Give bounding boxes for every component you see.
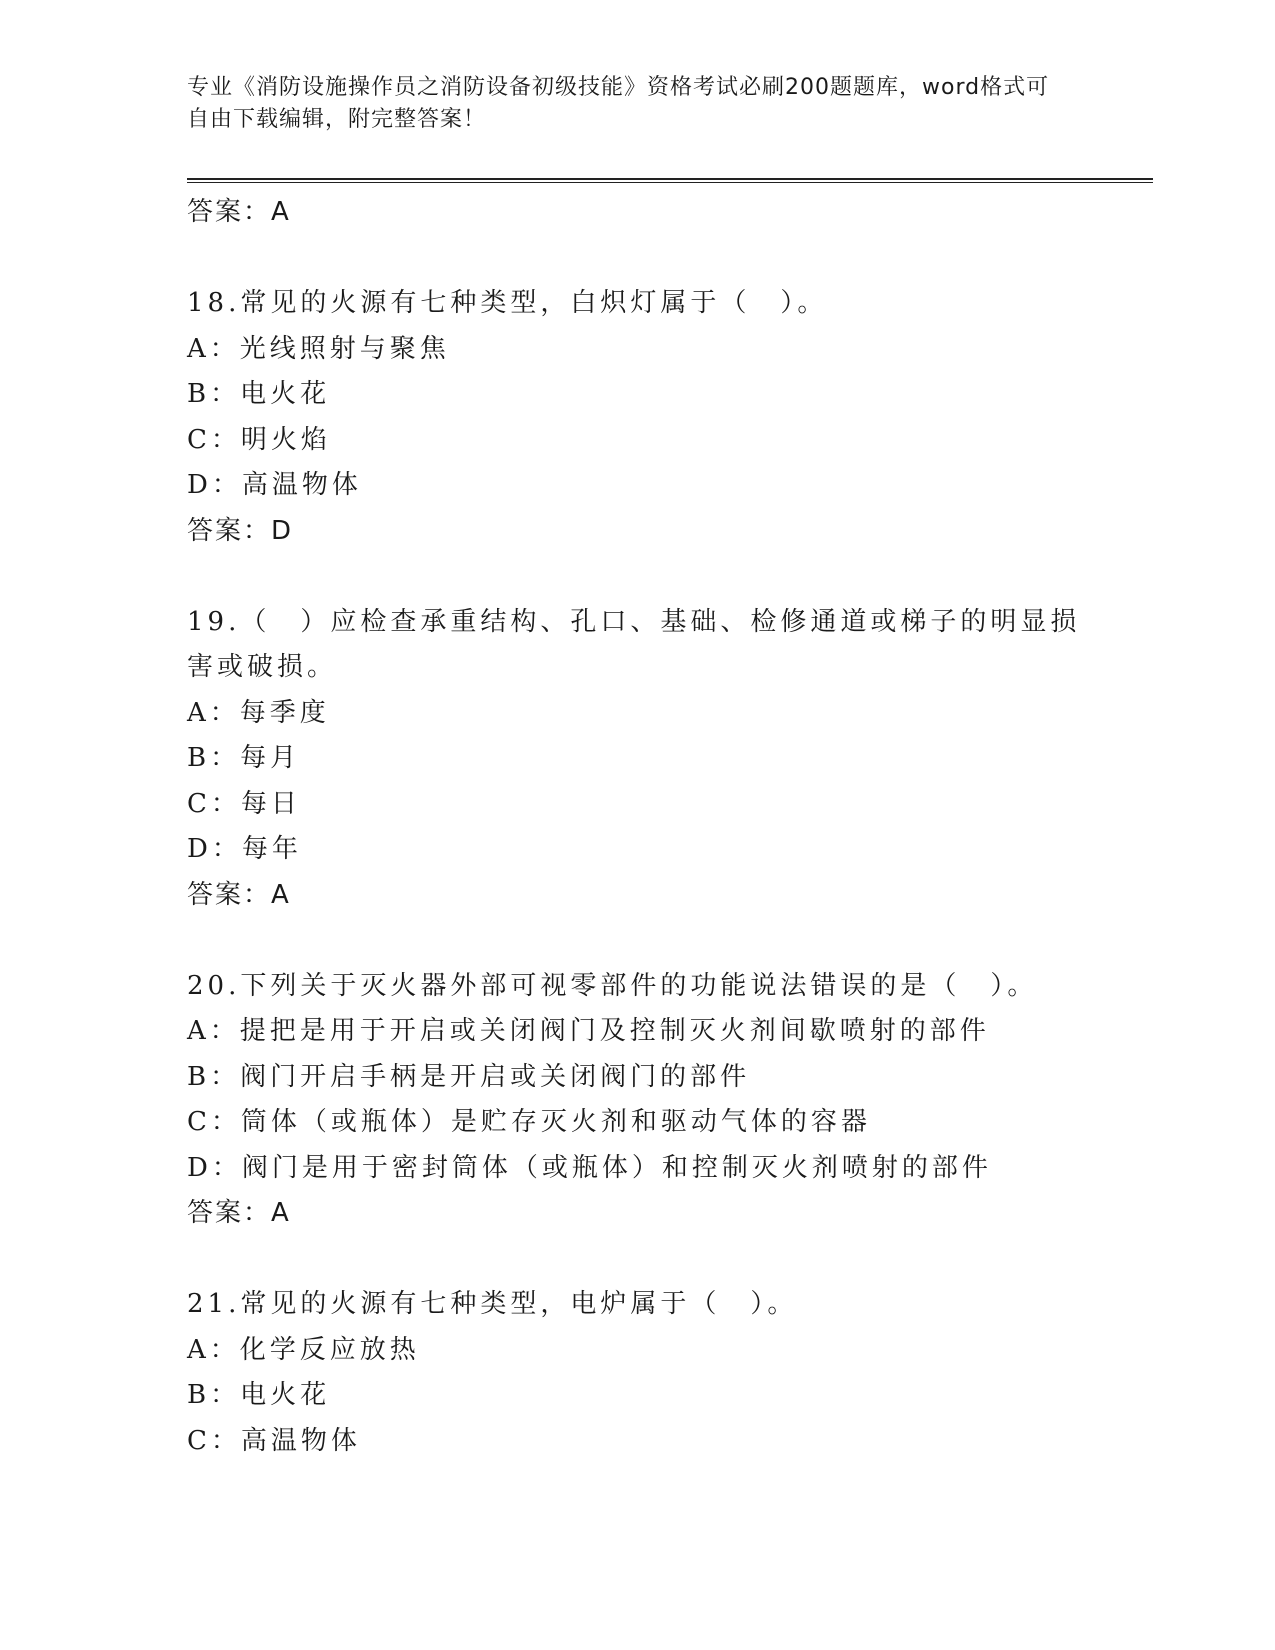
option-b: B：阀门开启手柄是开启或关闭阀门的部件 [187,1061,751,1092]
spacer [187,554,1087,600]
option-b: B：每月 [187,743,301,773]
option-d: D：阀门是用于密封筒体（或瓶体）和控制灭火剂喷射的部件 [187,1152,992,1183]
question-18 [187,281,1087,554]
answer-line: 答案：A [187,197,291,227]
answer-line: 答案：A [187,1198,291,1228]
answer-line: 答案：A [187,879,291,910]
option-a: A：化学反应放热 [187,1334,420,1365]
option-a: A：每季度 [187,697,330,728]
option-b: B：电火花 [187,1380,331,1410]
question-20 [187,964,1087,1237]
answer-line: 答案：D [187,515,294,546]
question-21 [187,1282,1087,1464]
spacer [187,918,1087,964]
question-stem: 20.下列关于灭火器外部可视零部件的功能说法错误的是（ ）。 [187,970,1038,1001]
option-a: A：提把是用于开启或关闭阀门及控制灭火剂间歇喷射的部件 [187,1016,990,1046]
option-c: C：筒体（或瓶体）是贮存灭火剂和驱动气体的容器 [187,1107,871,1137]
question-list [187,190,1087,1464]
option-d: D：每年 [187,834,302,864]
option-c: C：明火焰 [187,424,331,455]
option-a: A：光线照射与聚焦 [187,333,450,364]
question-stem: 21.常见的火源有七种类型，电炉属于（ ）。 [187,1289,798,1319]
question-stem: 19.（ ）应检查承重结构、孔口、基础、检修通道或梯子的明显损害或破损。 [187,606,1081,682]
spacer [187,236,1087,282]
option-c: C：高温物体 [187,1425,361,1456]
question-19 [187,600,1087,919]
question-stem: 18.常见的火源有七种类型，白炽灯属于（ ）。 [187,288,828,318]
header-divider [187,178,1153,183]
option-c: C：每日 [187,788,301,819]
option-d: D：高温物体 [187,470,362,500]
spacer [187,1237,1087,1283]
document-header: 专业《消防设施操作员之消防设备初级技能》资格考试必刷200题题库，word格式可自由下载编辑，附完整答案！ [187,75,1050,132]
option-b: B：电火花 [187,379,331,409]
